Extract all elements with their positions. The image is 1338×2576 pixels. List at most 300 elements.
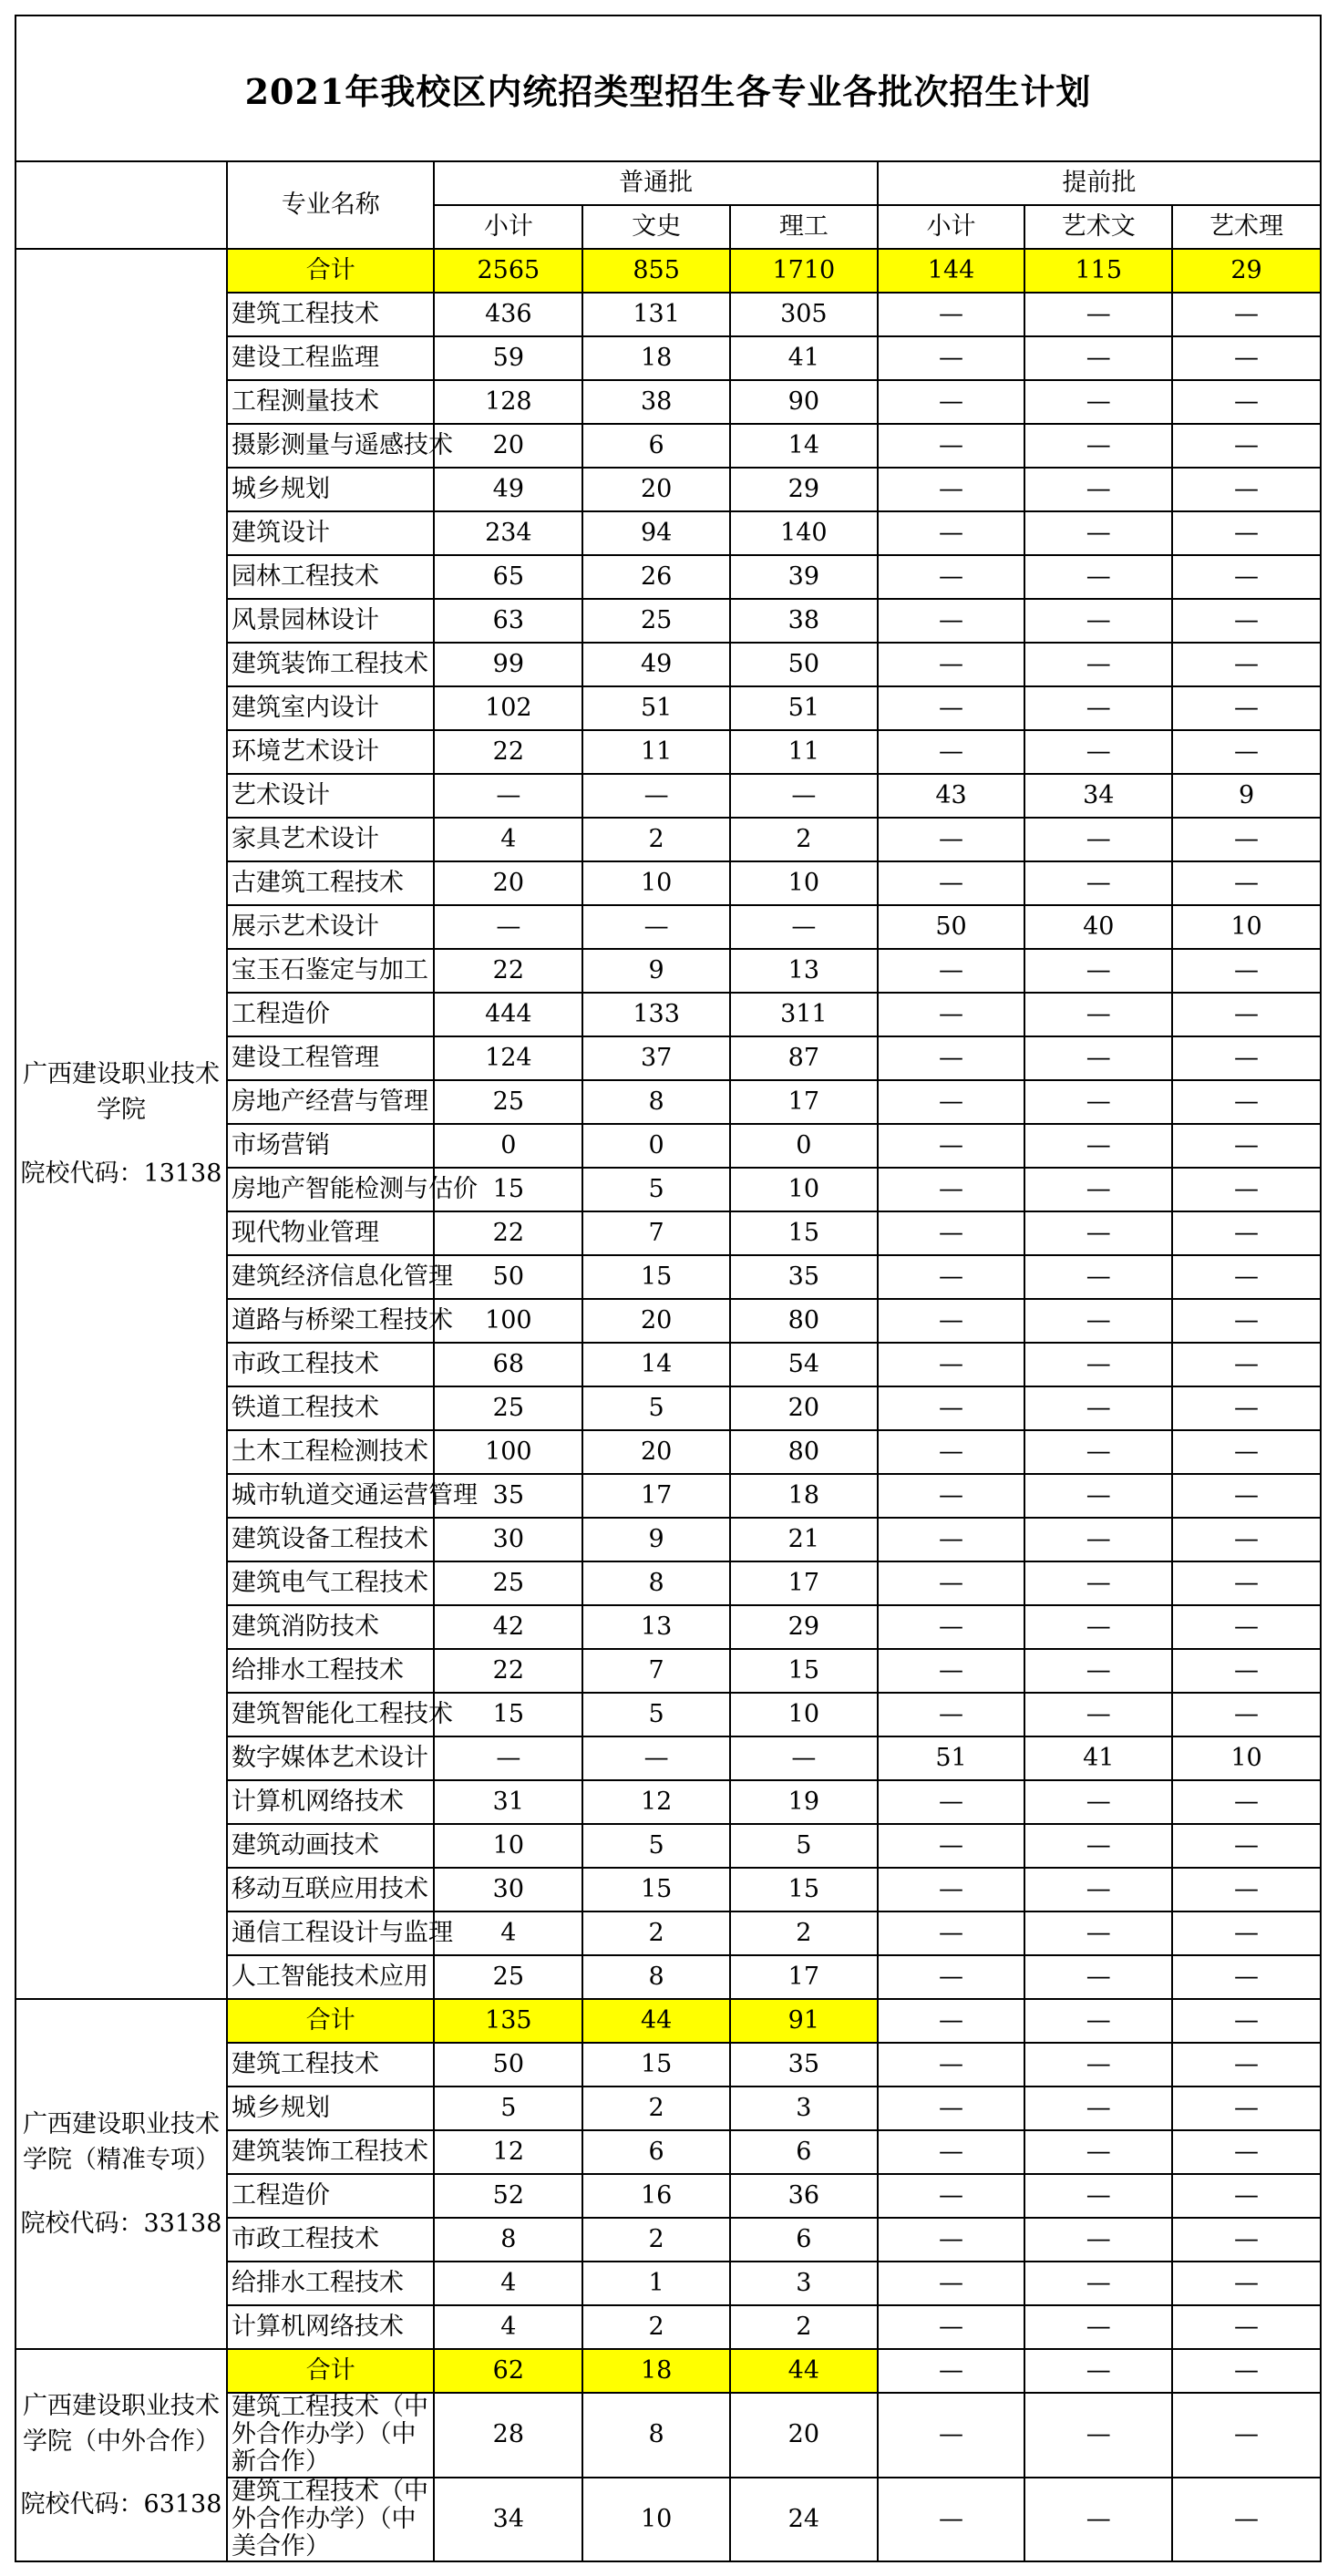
regular-science-cell: 29 bbox=[730, 1605, 878, 1649]
early-subtotal-cell: — bbox=[878, 1605, 1025, 1649]
regular-arts-cell: 18 bbox=[582, 336, 730, 380]
early-art-arts-cell: — bbox=[1024, 1124, 1172, 1168]
header-early-subtotal: 小计 bbox=[878, 205, 1025, 249]
early-art-arts-cell: — bbox=[1024, 1911, 1172, 1955]
early-art-science-cell: — bbox=[1172, 643, 1321, 686]
early-art-arts-cell: — bbox=[1024, 1561, 1172, 1605]
major-name-cell: 房地产智能检测与估价 bbox=[227, 1168, 435, 1211]
early-art-arts-cell: — bbox=[1024, 599, 1172, 643]
early-subtotal-cell: — bbox=[878, 1036, 1025, 1080]
school-cell bbox=[15, 1999, 227, 2349]
regular-subtotal-cell: 4 bbox=[434, 2262, 582, 2305]
regular-science-cell: 5 bbox=[730, 1824, 878, 1868]
regular-science-cell: 18 bbox=[730, 1474, 878, 1518]
early-subtotal-cell: — bbox=[878, 2349, 1025, 2393]
early-art-science-cell: — bbox=[1172, 1343, 1321, 1386]
early-subtotal-cell: — bbox=[878, 336, 1025, 380]
early-art-science-cell: — bbox=[1172, 2393, 1321, 2478]
early-art-arts-cell: 41 bbox=[1024, 1736, 1172, 1780]
regular-arts-cell: — bbox=[582, 905, 730, 949]
regular-subtotal-cell: 99 bbox=[434, 643, 582, 686]
early-art-science-cell: — bbox=[1172, 2349, 1321, 2393]
regular-science-cell: 10 bbox=[730, 861, 878, 905]
header-regular-science: 理工 bbox=[730, 205, 878, 249]
regular-subtotal-cell: 59 bbox=[434, 336, 582, 380]
header-blank-cell bbox=[15, 161, 227, 249]
header-major: 专业名称 bbox=[227, 161, 435, 249]
early-subtotal-cell: — bbox=[878, 1649, 1025, 1693]
regular-subtotal-cell: 102 bbox=[434, 686, 582, 730]
early-subtotal-cell: — bbox=[878, 1955, 1025, 1999]
regular-arts-cell: 26 bbox=[582, 555, 730, 599]
major-name-cell: 现代物业管理 bbox=[227, 1211, 435, 1255]
regular-science-cell: 10 bbox=[730, 1693, 878, 1736]
regular-arts-cell: 1 bbox=[582, 2262, 730, 2305]
regular-arts-cell: 2 bbox=[582, 2087, 730, 2130]
early-art-science-cell: — bbox=[1172, 1561, 1321, 1605]
major-name-cell: 建筑经济信息化管理 bbox=[227, 1255, 435, 1299]
regular-science-cell: 44 bbox=[730, 2349, 878, 2393]
major-name-cell: 建筑装饰工程技术 bbox=[227, 643, 435, 686]
regular-arts-cell: 133 bbox=[582, 993, 730, 1036]
early-art-arts-cell: — bbox=[1024, 1955, 1172, 1999]
regular-arts-cell: 37 bbox=[582, 1036, 730, 1080]
early-art-arts-cell: — bbox=[1024, 2130, 1172, 2174]
major-name-cell: 建筑设备工程技术 bbox=[227, 1518, 435, 1561]
early-subtotal-cell: — bbox=[878, 1255, 1025, 1299]
school-code: 院校代码：13138 bbox=[20, 1159, 222, 1188]
regular-subtotal-cell: 49 bbox=[434, 468, 582, 511]
early-art-science-cell: — bbox=[1172, 1299, 1321, 1343]
early-art-arts-cell: — bbox=[1024, 511, 1172, 555]
regular-science-cell: 15 bbox=[730, 1211, 878, 1255]
major-name-cell: 市场营销 bbox=[227, 1124, 435, 1168]
early-subtotal-cell: — bbox=[878, 2393, 1025, 2478]
regular-science-cell: 41 bbox=[730, 336, 878, 380]
early-art-science-cell: 9 bbox=[1172, 774, 1321, 818]
early-subtotal-cell: — bbox=[878, 2087, 1025, 2130]
regular-subtotal-cell: 8 bbox=[434, 2218, 582, 2262]
regular-science-cell: 6 bbox=[730, 2130, 878, 2174]
early-art-science-cell: — bbox=[1172, 555, 1321, 599]
early-subtotal-cell: 50 bbox=[878, 905, 1025, 949]
regular-arts-cell: 18 bbox=[582, 2349, 730, 2393]
regular-arts-cell: 20 bbox=[582, 1299, 730, 1343]
early-subtotal-cell: — bbox=[878, 2305, 1025, 2349]
regular-subtotal-cell: 22 bbox=[434, 730, 582, 774]
major-name-cell: 建筑工程技术（中外合作办学）（中新合作） bbox=[227, 2393, 435, 2478]
early-subtotal-cell: — bbox=[878, 468, 1025, 511]
regular-arts-cell: 7 bbox=[582, 1211, 730, 1255]
major-name-cell: 铁道工程技术 bbox=[227, 1386, 435, 1430]
early-art-science-cell: — bbox=[1172, 861, 1321, 905]
regular-arts-cell: 7 bbox=[582, 1649, 730, 1693]
regular-subtotal-cell: 68 bbox=[434, 1343, 582, 1386]
early-art-science-cell: 10 bbox=[1172, 905, 1321, 949]
header-regular-batch: 普通批 bbox=[434, 161, 877, 205]
early-art-science-cell: — bbox=[1172, 468, 1321, 511]
early-subtotal-cell: — bbox=[878, 1430, 1025, 1474]
regular-science-cell: 13 bbox=[730, 949, 878, 993]
major-name-cell: 房地产经营与管理 bbox=[227, 1080, 435, 1124]
regular-subtotal-cell: 28 bbox=[434, 2393, 582, 2478]
major-name-cell: 市政工程技术 bbox=[227, 1343, 435, 1386]
early-art-science-cell: — bbox=[1172, 1386, 1321, 1430]
early-subtotal-cell: 144 bbox=[878, 249, 1025, 293]
regular-arts-cell: 8 bbox=[582, 1955, 730, 1999]
early-subtotal-cell: — bbox=[878, 818, 1025, 861]
regular-science-cell: 20 bbox=[730, 2393, 878, 2478]
regular-science-cell: 17 bbox=[730, 1955, 878, 1999]
regular-science-cell: 87 bbox=[730, 1036, 878, 1080]
early-art-arts-cell: 40 bbox=[1024, 905, 1172, 949]
early-art-science-cell: — bbox=[1172, 1824, 1321, 1868]
early-art-arts-cell: — bbox=[1024, 2305, 1172, 2349]
regular-arts-cell: 13 bbox=[582, 1605, 730, 1649]
regular-science-cell: 311 bbox=[730, 993, 878, 1036]
early-subtotal-cell: — bbox=[878, 1211, 1025, 1255]
early-art-arts-cell: — bbox=[1024, 1211, 1172, 1255]
early-subtotal-cell: — bbox=[878, 2218, 1025, 2262]
regular-science-cell: 80 bbox=[730, 1430, 878, 1474]
major-name-cell: 市政工程技术 bbox=[227, 2218, 435, 2262]
early-subtotal-cell: — bbox=[878, 555, 1025, 599]
early-subtotal-cell: — bbox=[878, 293, 1025, 336]
early-art-arts-cell: — bbox=[1024, 2349, 1172, 2393]
major-name-cell: 建筑智能化工程技术 bbox=[227, 1693, 435, 1736]
early-art-science-cell: — bbox=[1172, 1168, 1321, 1211]
regular-arts-cell: 15 bbox=[582, 2043, 730, 2087]
regular-science-cell: 3 bbox=[730, 2087, 878, 2130]
early-art-science-cell: — bbox=[1172, 380, 1321, 424]
regular-science-cell: 91 bbox=[730, 1999, 878, 2043]
regular-subtotal-cell: 444 bbox=[434, 993, 582, 1036]
regular-subtotal-cell: 25 bbox=[434, 1955, 582, 1999]
regular-subtotal-cell: 30 bbox=[434, 1518, 582, 1561]
regular-subtotal-cell: 4 bbox=[434, 818, 582, 861]
major-name-cell: 摄影测量与遥感技术 bbox=[227, 424, 435, 468]
early-art-science-cell: — bbox=[1172, 1649, 1321, 1693]
early-art-science-cell: — bbox=[1172, 1124, 1321, 1168]
early-art-arts-cell: — bbox=[1024, 2262, 1172, 2305]
regular-arts-cell: 5 bbox=[582, 1824, 730, 1868]
early-art-arts-cell: — bbox=[1024, 2478, 1172, 2562]
early-subtotal-cell: — bbox=[878, 1343, 1025, 1386]
major-name-cell: 展示艺术设计 bbox=[227, 905, 435, 949]
regular-science-cell: 50 bbox=[730, 643, 878, 686]
early-art-science-cell: — bbox=[1172, 1605, 1321, 1649]
regular-arts-cell: 16 bbox=[582, 2174, 730, 2218]
early-art-science-cell: — bbox=[1172, 818, 1321, 861]
regular-subtotal-cell: 50 bbox=[434, 2043, 582, 2087]
regular-subtotal-cell: 15 bbox=[434, 1168, 582, 1211]
early-art-science-cell: — bbox=[1172, 293, 1321, 336]
regular-science-cell: 11 bbox=[730, 730, 878, 774]
major-name-cell: 道路与桥梁工程技术 bbox=[227, 1299, 435, 1343]
early-art-science-cell: 29 bbox=[1172, 249, 1321, 293]
early-art-science-cell: — bbox=[1172, 1255, 1321, 1299]
major-name-cell: 给排水工程技术 bbox=[227, 2262, 435, 2305]
regular-subtotal-cell: 436 bbox=[434, 293, 582, 336]
regular-subtotal-cell: 100 bbox=[434, 1299, 582, 1343]
major-name-cell: 城市轨道交通运营管理 bbox=[227, 1474, 435, 1518]
early-art-arts-cell: — bbox=[1024, 1518, 1172, 1561]
major-name-cell: 园林工程技术 bbox=[227, 555, 435, 599]
early-art-arts-cell: — bbox=[1024, 380, 1172, 424]
regular-science-cell: 17 bbox=[730, 1561, 878, 1605]
early-subtotal-cell: — bbox=[878, 1518, 1025, 1561]
school-cell bbox=[15, 249, 227, 1999]
early-subtotal-cell: — bbox=[878, 2043, 1025, 2087]
regular-arts-cell: 5 bbox=[582, 1386, 730, 1430]
regular-arts-cell: 8 bbox=[582, 2393, 730, 2478]
regular-science-cell: — bbox=[730, 1736, 878, 1780]
regular-science-cell: 2 bbox=[730, 818, 878, 861]
early-art-science-cell: — bbox=[1172, 511, 1321, 555]
major-name-cell: 风景园林设计 bbox=[227, 599, 435, 643]
major-name-cell: 建筑工程技术 bbox=[227, 293, 435, 336]
regular-arts-cell: 14 bbox=[582, 1343, 730, 1386]
major-name-cell: 建筑室内设计 bbox=[227, 686, 435, 730]
regular-science-cell: 35 bbox=[730, 2043, 878, 2087]
regular-arts-cell: 5 bbox=[582, 1168, 730, 1211]
header-regular-arts: 文史 bbox=[582, 205, 730, 249]
regular-science-cell: 0 bbox=[730, 1124, 878, 1168]
major-name-cell: 建筑工程技术 bbox=[227, 2043, 435, 2087]
major-name-cell: 人工智能技术应用 bbox=[227, 1955, 435, 1999]
early-art-arts-cell: — bbox=[1024, 1255, 1172, 1299]
early-art-science-cell: — bbox=[1172, 1211, 1321, 1255]
early-art-arts-cell: — bbox=[1024, 1605, 1172, 1649]
major-name-cell: 合计 bbox=[227, 2349, 435, 2393]
school-name: 广西建设职业技术学院 bbox=[22, 1060, 220, 1125]
early-art-arts-cell: — bbox=[1024, 1430, 1172, 1474]
early-art-arts-cell: — bbox=[1024, 2087, 1172, 2130]
early-art-science-cell: — bbox=[1172, 1780, 1321, 1824]
early-subtotal-cell: — bbox=[878, 1168, 1025, 1211]
major-name-cell: 城乡规划 bbox=[227, 468, 435, 511]
regular-subtotal-cell: — bbox=[434, 774, 582, 818]
early-subtotal-cell: — bbox=[878, 861, 1025, 905]
regular-arts-cell: 2 bbox=[582, 2305, 730, 2349]
regular-science-cell: 21 bbox=[730, 1518, 878, 1561]
early-art-science-cell: — bbox=[1172, 1036, 1321, 1080]
regular-arts-cell: 8 bbox=[582, 1561, 730, 1605]
early-subtotal-cell: — bbox=[878, 1124, 1025, 1168]
regular-subtotal-cell: 4 bbox=[434, 2305, 582, 2349]
early-subtotal-cell: — bbox=[878, 1080, 1025, 1124]
regular-subtotal-cell: 10 bbox=[434, 1824, 582, 1868]
early-art-science-cell: — bbox=[1172, 2218, 1321, 2262]
major-name-cell: 建筑电气工程技术 bbox=[227, 1561, 435, 1605]
early-art-science-cell: — bbox=[1172, 1955, 1321, 1999]
regular-science-cell: 35 bbox=[730, 1255, 878, 1299]
early-art-arts-cell: — bbox=[1024, 1868, 1172, 1911]
regular-science-cell: 10 bbox=[730, 1168, 878, 1211]
regular-subtotal-cell: 5 bbox=[434, 2087, 582, 2130]
early-subtotal-cell: — bbox=[878, 2478, 1025, 2562]
regular-arts-cell: 855 bbox=[582, 249, 730, 293]
early-art-arts-cell: — bbox=[1024, 1474, 1172, 1518]
regular-subtotal-cell: 65 bbox=[434, 555, 582, 599]
early-subtotal-cell: — bbox=[878, 380, 1025, 424]
early-art-science-cell: — bbox=[1172, 424, 1321, 468]
major-name-cell: 工程测量技术 bbox=[227, 380, 435, 424]
enrollment-plan-table bbox=[15, 160, 1322, 2562]
regular-arts-cell: 11 bbox=[582, 730, 730, 774]
regular-science-cell: 15 bbox=[730, 1649, 878, 1693]
early-subtotal-cell: — bbox=[878, 1824, 1025, 1868]
regular-subtotal-cell: 20 bbox=[434, 861, 582, 905]
school-code: 院校代码：33138 bbox=[20, 2209, 222, 2238]
regular-subtotal-cell: 100 bbox=[434, 1430, 582, 1474]
total-row bbox=[15, 249, 1321, 293]
early-art-science-cell: — bbox=[1172, 1868, 1321, 1911]
regular-arts-cell: 25 bbox=[582, 599, 730, 643]
early-art-science-cell: — bbox=[1172, 2305, 1321, 2349]
regular-arts-cell: 2 bbox=[582, 818, 730, 861]
major-name-cell: 艺术设计 bbox=[227, 774, 435, 818]
regular-science-cell: 36 bbox=[730, 2174, 878, 2218]
major-name-cell: 移动互联应用技术 bbox=[227, 1868, 435, 1911]
early-art-arts-cell: — bbox=[1024, 2218, 1172, 2262]
early-art-arts-cell: — bbox=[1024, 424, 1172, 468]
regular-subtotal-cell: 25 bbox=[434, 1386, 582, 1430]
regular-science-cell: 3 bbox=[730, 2262, 878, 2305]
regular-science-cell: — bbox=[730, 905, 878, 949]
regular-arts-cell: 17 bbox=[582, 1474, 730, 1518]
early-subtotal-cell: — bbox=[878, 1693, 1025, 1736]
regular-arts-cell: 49 bbox=[582, 643, 730, 686]
early-subtotal-cell: — bbox=[878, 1780, 1025, 1824]
regular-science-cell: 54 bbox=[730, 1343, 878, 1386]
regular-arts-cell: 20 bbox=[582, 1430, 730, 1474]
regular-subtotal-cell: 35 bbox=[434, 1474, 582, 1518]
early-art-science-cell: — bbox=[1172, 2478, 1321, 2562]
early-subtotal-cell: — bbox=[878, 599, 1025, 643]
regular-science-cell: 90 bbox=[730, 380, 878, 424]
major-name-cell: 工程造价 bbox=[227, 993, 435, 1036]
major-name-cell: 计算机网络技术 bbox=[227, 1780, 435, 1824]
early-art-arts-cell: — bbox=[1024, 1386, 1172, 1430]
regular-subtotal-cell: 22 bbox=[434, 1649, 582, 1693]
major-name-cell: 合计 bbox=[227, 1999, 435, 2043]
early-art-arts-cell: — bbox=[1024, 818, 1172, 861]
early-art-arts-cell: — bbox=[1024, 336, 1172, 380]
early-art-science-cell: — bbox=[1172, 949, 1321, 993]
regular-arts-cell: 2 bbox=[582, 2218, 730, 2262]
early-subtotal-cell: — bbox=[878, 1386, 1025, 1430]
regular-arts-cell: 51 bbox=[582, 686, 730, 730]
regular-arts-cell: 9 bbox=[582, 1518, 730, 1561]
early-art-arts-cell: — bbox=[1024, 643, 1172, 686]
regular-subtotal-cell: 4 bbox=[434, 1911, 582, 1955]
regular-subtotal-cell: 34 bbox=[434, 2478, 582, 2562]
regular-arts-cell: 94 bbox=[582, 511, 730, 555]
regular-subtotal-cell: 62 bbox=[434, 2349, 582, 2393]
school-name: 广西建设职业技术学院（中外合作） bbox=[22, 2391, 220, 2457]
early-art-arts-cell: — bbox=[1024, 293, 1172, 336]
early-art-arts-cell: — bbox=[1024, 861, 1172, 905]
early-art-arts-cell: — bbox=[1024, 1036, 1172, 1080]
early-art-arts-cell: — bbox=[1024, 686, 1172, 730]
regular-subtotal-cell: 124 bbox=[434, 1036, 582, 1080]
regular-science-cell: 39 bbox=[730, 555, 878, 599]
regular-subtotal-cell: 25 bbox=[434, 1080, 582, 1124]
regular-subtotal-cell: 31 bbox=[434, 1780, 582, 1824]
early-subtotal-cell: — bbox=[878, 643, 1025, 686]
regular-subtotal-cell: 135 bbox=[434, 1999, 582, 2043]
early-art-arts-cell: 34 bbox=[1024, 774, 1172, 818]
early-art-science-cell: — bbox=[1172, 1518, 1321, 1561]
early-art-science-cell: — bbox=[1172, 730, 1321, 774]
regular-science-cell: 2 bbox=[730, 1911, 878, 1955]
total-row bbox=[15, 1999, 1321, 2043]
major-name-cell: 给排水工程技术 bbox=[227, 1649, 435, 1693]
early-art-arts-cell: — bbox=[1024, 2174, 1172, 2218]
major-name-cell: 建筑工程技术（中外合作办学）（中美合作） bbox=[227, 2478, 435, 2562]
early-art-science-cell: — bbox=[1172, 993, 1321, 1036]
early-art-arts-cell: — bbox=[1024, 993, 1172, 1036]
early-art-arts-cell: — bbox=[1024, 1780, 1172, 1824]
table-body bbox=[15, 161, 1321, 2561]
early-art-arts-cell: — bbox=[1024, 1999, 1172, 2043]
regular-subtotal-cell: — bbox=[434, 905, 582, 949]
early-art-science-cell: — bbox=[1172, 1080, 1321, 1124]
regular-arts-cell: 0 bbox=[582, 1124, 730, 1168]
regular-science-cell: 2 bbox=[730, 2305, 878, 2349]
regular-subtotal-cell: 30 bbox=[434, 1868, 582, 1911]
early-art-arts-cell: — bbox=[1024, 1343, 1172, 1386]
major-name-cell: 数字媒体艺术设计 bbox=[227, 1736, 435, 1780]
regular-arts-cell: 15 bbox=[582, 1868, 730, 1911]
early-subtotal-cell: — bbox=[878, 511, 1025, 555]
early-subtotal-cell: — bbox=[878, 949, 1025, 993]
regular-science-cell: 1710 bbox=[730, 249, 878, 293]
major-name-cell: 建设工程管理 bbox=[227, 1036, 435, 1080]
early-subtotal-cell: — bbox=[878, 993, 1025, 1036]
header-row-top bbox=[15, 161, 1321, 205]
regular-arts-cell: 2 bbox=[582, 1911, 730, 1955]
regular-arts-cell: 10 bbox=[582, 2478, 730, 2562]
regular-arts-cell: — bbox=[582, 1736, 730, 1780]
early-subtotal-cell: — bbox=[878, 1299, 1025, 1343]
regular-arts-cell: 6 bbox=[582, 424, 730, 468]
early-art-science-cell: — bbox=[1172, 2174, 1321, 2218]
early-subtotal-cell: — bbox=[878, 1474, 1025, 1518]
school-code: 院校代码：63138 bbox=[20, 2490, 222, 2519]
major-name-cell: 建筑消防技术 bbox=[227, 1605, 435, 1649]
regular-subtotal-cell: 50 bbox=[434, 1255, 582, 1299]
early-subtotal-cell: — bbox=[878, 2174, 1025, 2218]
early-art-arts-cell: — bbox=[1024, 468, 1172, 511]
regular-science-cell: 17 bbox=[730, 1080, 878, 1124]
major-name-cell: 城乡规划 bbox=[227, 2087, 435, 2130]
regular-arts-cell: 10 bbox=[582, 861, 730, 905]
regular-subtotal-cell: — bbox=[434, 1736, 582, 1780]
early-subtotal-cell: 43 bbox=[878, 774, 1025, 818]
regular-subtotal-cell: 20 bbox=[434, 424, 582, 468]
major-name-cell: 计算机网络技术 bbox=[227, 2305, 435, 2349]
early-art-arts-cell: — bbox=[1024, 555, 1172, 599]
early-art-science-cell: — bbox=[1172, 2087, 1321, 2130]
school-cell bbox=[15, 2349, 227, 2561]
early-art-science-cell: — bbox=[1172, 2043, 1321, 2087]
regular-science-cell: 51 bbox=[730, 686, 878, 730]
major-name-cell: 宝玉石鉴定与加工 bbox=[227, 949, 435, 993]
regular-subtotal-cell: 12 bbox=[434, 2130, 582, 2174]
major-name-cell: 通信工程设计与监理 bbox=[227, 1911, 435, 1955]
